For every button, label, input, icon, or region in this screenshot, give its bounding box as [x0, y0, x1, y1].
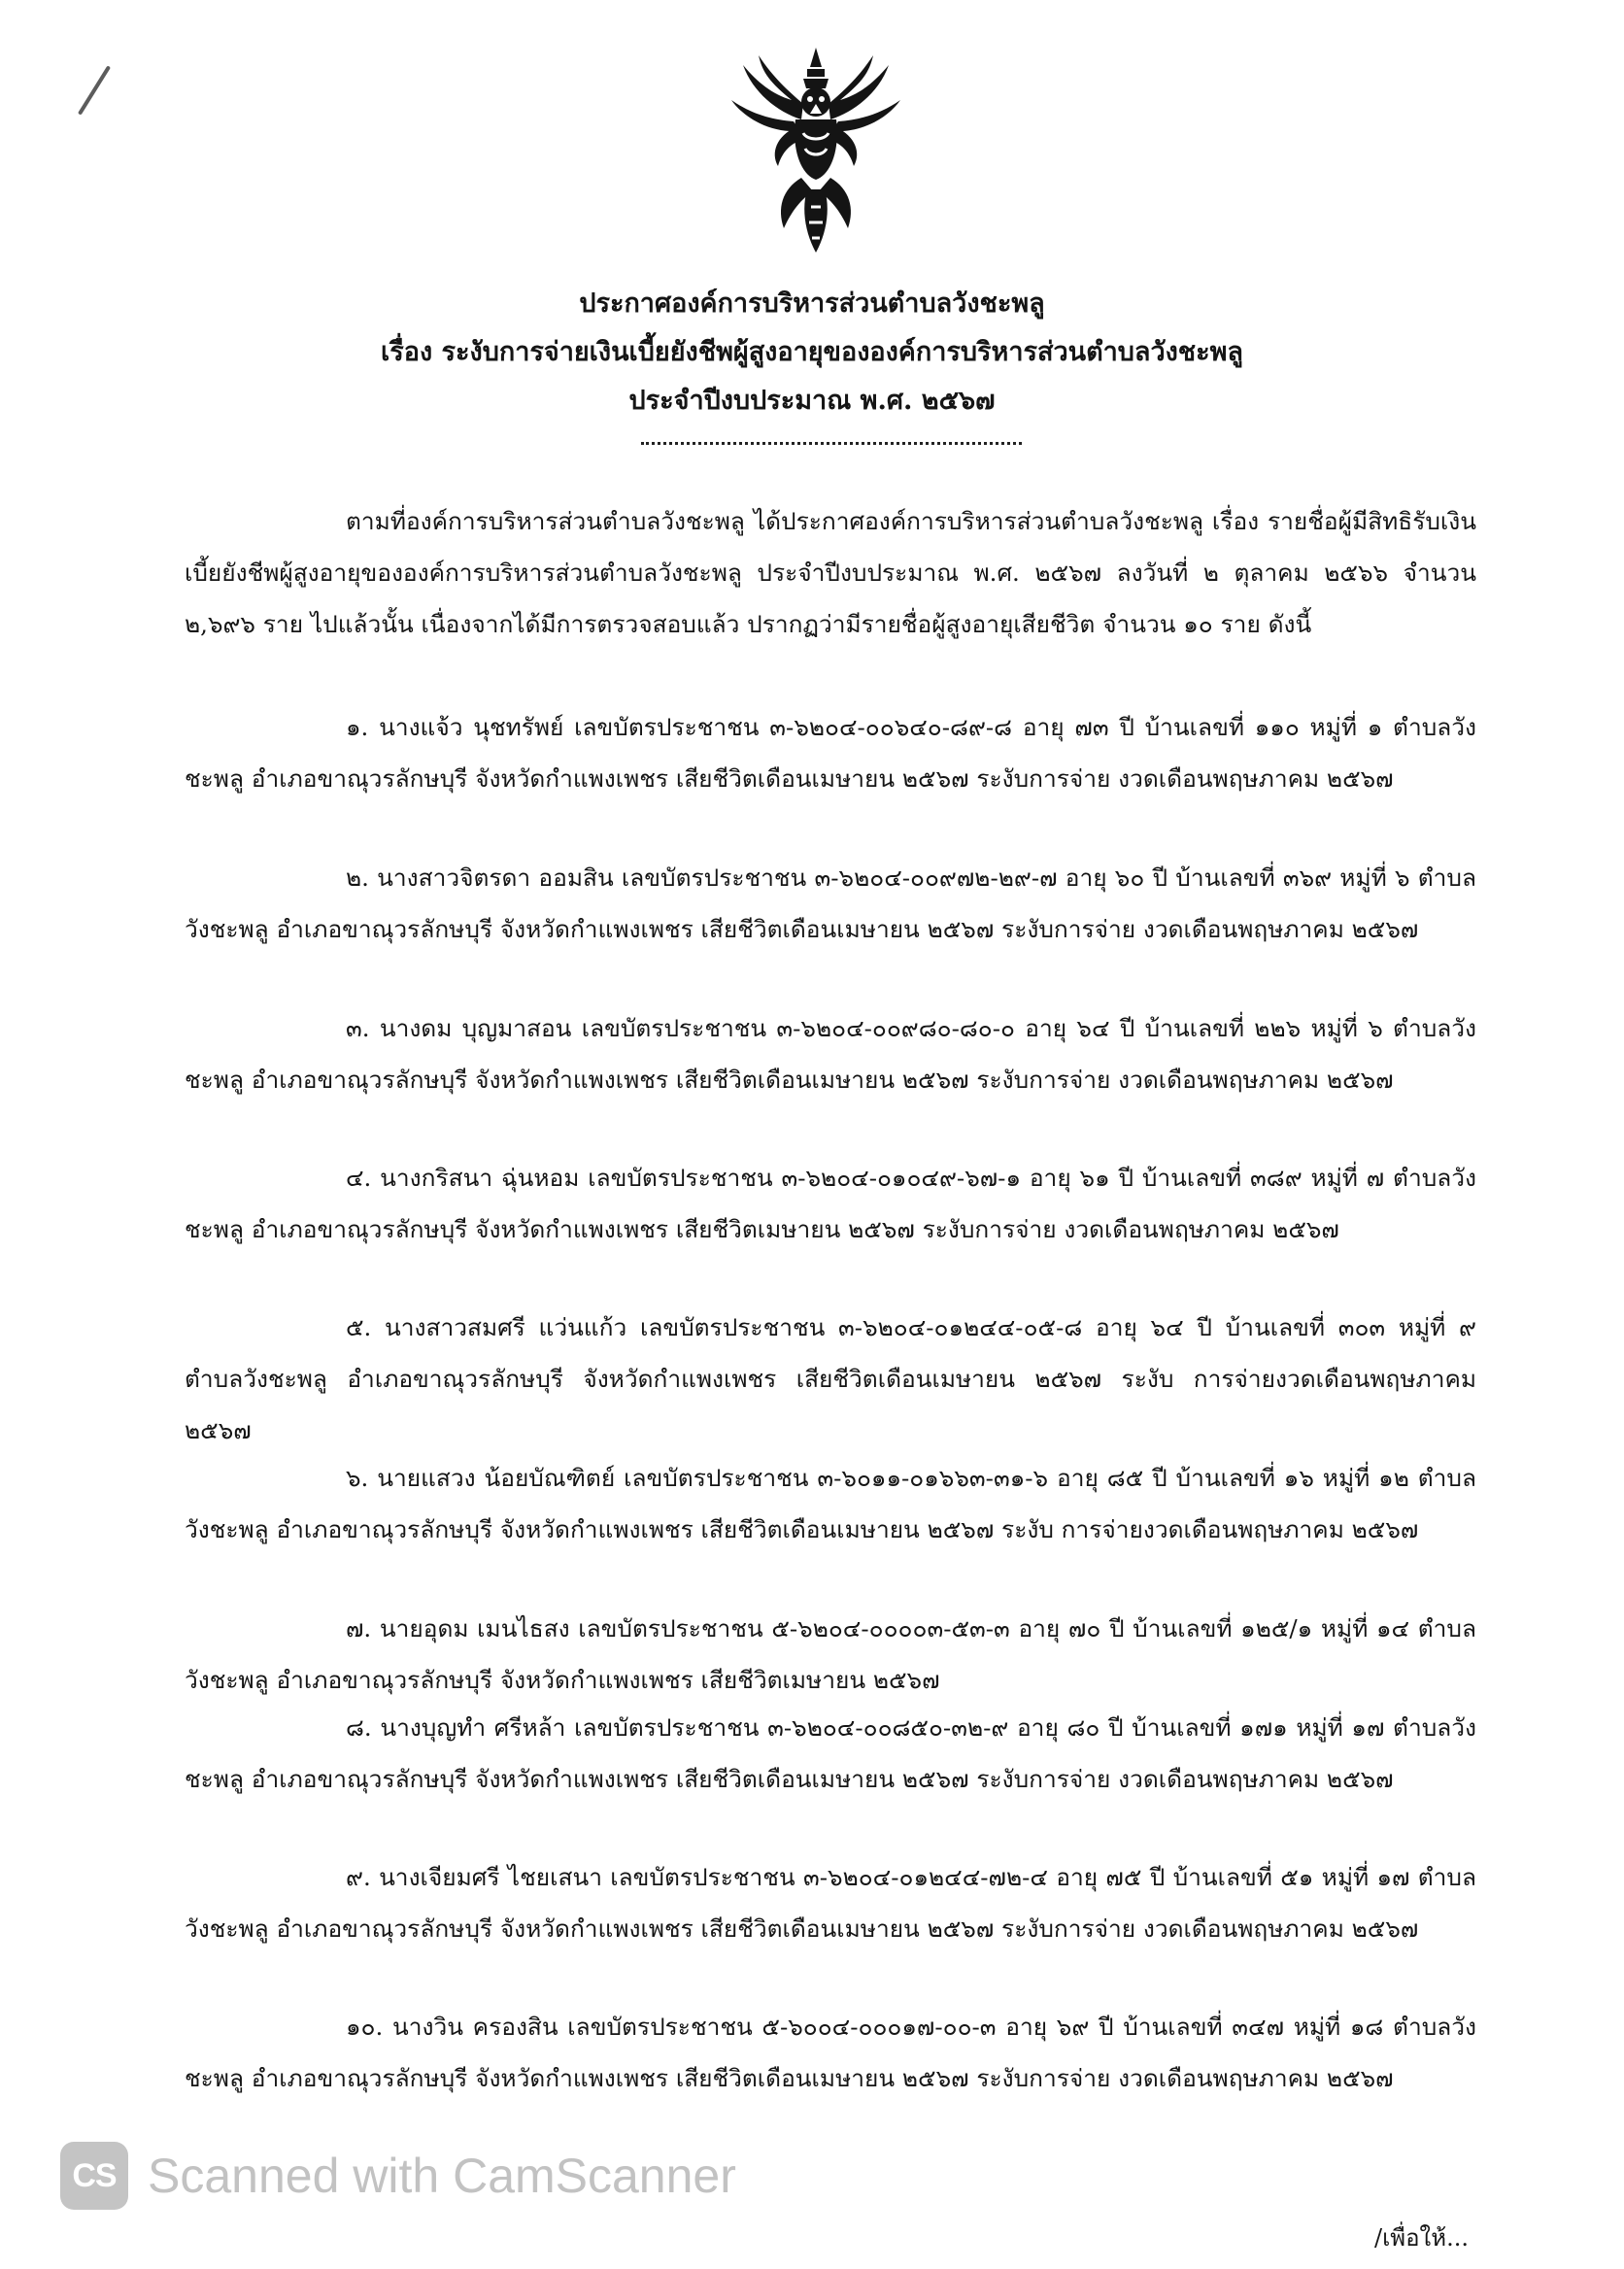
camscanner-logo-icon: CS	[60, 2142, 128, 2210]
pen-mark	[78, 65, 111, 115]
deceased-item: ๔. นางกริสนา ฉุ่นหอม เลขบัตรประชาชน ๓-๖๒๐๔-๐๑๐๔๙-๖๗-๑ อายุ ๖๑ ปี บ้านเลขที่ ๓๘๙ หมู่ที่ ๗ ตำบลวังชะพลู อำเภอขาณุวรลักษบุรี จังหวัดกำแพงเพชร เสียชีวิตเมษายน ๒๕๖๗ ระงับการจ่าย งวดเดือนพฤษภาคม ๒๕๖๗	[185, 1164, 1476, 1243]
dotted-divider	[641, 442, 1022, 445]
watermark-text: Scanned with CamScanner	[148, 2149, 736, 2203]
announcement-fiscal-year: ประจำปีงบประมาณ พ.ศ. ๒๕๖๗	[628, 386, 996, 416]
deceased-item: ๑๐. นางวิน ครองสิน เลขบัตรประชาชน ๕-๖๐๐๔-๐๐๐๑๗-๐๐-๓ อายุ ๖๙ ปี บ้านเลขที่ ๓๔๗ หมู่ที่ ๑๘ ตำบลวังชะพลู อำเภอขาณุวรลักษบุรี จังหวัดกำแพงเพชร เสียชีวิตเดือนเมษายน ๒๕๖๗ ระงับการจ่าย งวดเดือนพฤษภาคม ๒๕๖๗	[185, 2013, 1476, 2092]
intro-paragraph: ตามที่องค์การบริหารส่วนตำบลวังชะพลู ได้ประกาศองค์การบริหารส่วนตำบลวังชะพลู เรื่อง รายชื่อผู้มีสิทธิรับเงินเบี้ยยังชีพผู้สูงอายุขององค์การบริหารส่วนตำบลวังชะพลู ประจำปีงบประมาณ พ.ศ. ๒๕๖๗ ลงวันที่ ๒ ตุลาคม ๒๕๖๖ จำนวน ๒,๖๙๖ ราย ไปแล้วนั้น เนื่องจากได้มีการตรวจสอบแล้ว ปรากฏว่ามีรายชื่อผู้สูงอายุเสียชีวิต จำนวน ๑๐ ราย ดังนี้	[185, 507, 1476, 638]
deceased-item: ๗. นายอุดม เมนไธสง เลขบัตรประชาชน ๕-๖๒๐๔-๐๐๐๐๓-๕๓-๓ อายุ ๗๐ ปี บ้านเลขที่ ๑๒๕/๑ หมู่ที่ ๑๔ ตำบลวังชะพลู อำเภอขาณุวรลักษบุรี จังหวัดกำแพงเพชร เสียชีวิตเมษายน ๒๕๖๗	[185, 1614, 1476, 1694]
deceased-item: ๘. นางบุญทำ ศรีหล้า เลขบัตรประชาชน ๓-๖๒๐๔-๐๐๘๕๐-๓๒-๙ อายุ ๘๐ ปี บ้านเลขที่ ๑๗๑ หมู่ที่ ๑๗ ตำบลวังชะพลู อำเภอขาณุวรลักษบุรี จังหวัดกำแพงเพชร เสียชีวิตเดือนเมษายน ๒๕๖๗ ระงับการจ่าย งวดเดือนพฤษภาคม ๒๕๖๗	[185, 1713, 1476, 1793]
announcement-title: ประกาศองค์การบริหารส่วนตำบลวังชะพลู	[579, 288, 1045, 319]
deceased-item: ๕. นางสาวสมศรี แว่นแก้ว เลขบัตรประชาชน ๓-๖๒๐๔-๐๑๒๔๔-๐๕-๘ อายุ ๖๔ ปี บ้านเลขที่ ๓๐๓ หมู่ที่ ๙ ตำบลวังชะพลู อำเภอขาณุวรลักษบุรี จังหวัดกำแพงเพชร เสียชีวิตเดือนเมษายน ๒๕๖๗ ระงับ การจ่ายงวดเดือนพฤษภาคม ๒๕๖๗	[185, 1313, 1476, 1444]
continuation-note: /เพื่อให้...	[1374, 2224, 1469, 2252]
deceased-item: ๙. นางเจียมศรี ไชยเสนา เลขบัตรประชาชน ๓-๖๒๐๔-๐๑๒๔๔-๗๒-๔ อายุ ๗๕ ปี บ้านเลขที่ ๕๑ หมู่ที่ ๑๗ ตำบลวังชะพลู อำเภอขาณุวรลักษบุรี จังหวัดกำแพงเพชร เสียชีวิตเดือนเมษายน ๒๕๖๗ ระงับการจ่าย งวดเดือนพฤษภาคม ๒๕๖๗	[185, 1863, 1476, 1943]
deceased-item: ๓. นางดม บุญมาสอน เลขบัตรประชาชน ๓-๖๒๐๔-๐๐๙๘๐-๘๐-๐ อายุ ๖๔ ปี บ้านเลขที่ ๒๒๖ หมู่ที่ ๖ ตำบลวังชะพลู อำเภอขาณุวรลักษบุรี จังหวัดกำแพงเพชร เสียชีวิตเดือนเมษายน ๒๕๖๗ ระงับการจ่าย งวดเดือนพฤษภาคม ๒๕๖๗	[185, 1014, 1476, 1094]
garuda-emblem-icon	[724, 44, 908, 262]
deceased-item: ๖. นายแสวง น้อยบัณฑิตย์ เลขบัตรประชาชน ๓-๖๐๑๑-๐๑๖๖๓-๓๑-๖ อายุ ๘๕ ปี บ้านเลขที่ ๑๖ หมู่ที่ ๑๒ ตำบลวังชะพลู อำเภอขาณุวรลักษบุรี จังหวัดกำแพงเพชร เสียชีวิตเดือนเมษายน ๒๕๖๗ ระงับ การจ่ายงวดเดือนพฤษภาคม ๒๕๖๗	[185, 1464, 1476, 1543]
deceased-item: ๒. นางสาวจิตรดา ออมสิน เลขบัตรประชาชน ๓-๖๒๐๔-๐๐๙๗๒-๒๙-๗ อายุ ๖๐ ปี บ้านเลขที่ ๓๖๙ หมู่ที่ ๖ ตำบลวังชะพลู อำเภอขาณุวรลักษบุรี จังหวัดกำแพงเพชร เสียชีวิตเดือนเมษายน ๒๕๖๗ ระงับการจ่าย งวดเดือนพฤษภาคม ๒๕๖๗	[185, 864, 1476, 943]
announcement-subject: เรื่อง ระงับการจ่ายเงินเบี้ยยังชีพผู้สูงอายุขององค์การบริหารส่วนตำบลวังชะพลู	[381, 337, 1243, 367]
camscanner-watermark	[60, 2142, 736, 2210]
deceased-item: ๑. นางแจ้ว นุชทรัพย์ เลขบัตรประชาชน ๓-๖๒๐๔-๐๐๖๔๐-๘๙-๘ อายุ ๗๓ ปี บ้านเลขที่ ๑๑๐ หมู่ที่ ๑ ตำบลวังชะพลู อำเภอขาณุวรลักษบุรี จังหวัดกำแพงเพชร เสียชีวิตเดือนเมษายน ๒๕๖๗ ระงับการจ่าย งวดเดือนพฤษภาคม ๒๕๖๗	[185, 713, 1476, 793]
